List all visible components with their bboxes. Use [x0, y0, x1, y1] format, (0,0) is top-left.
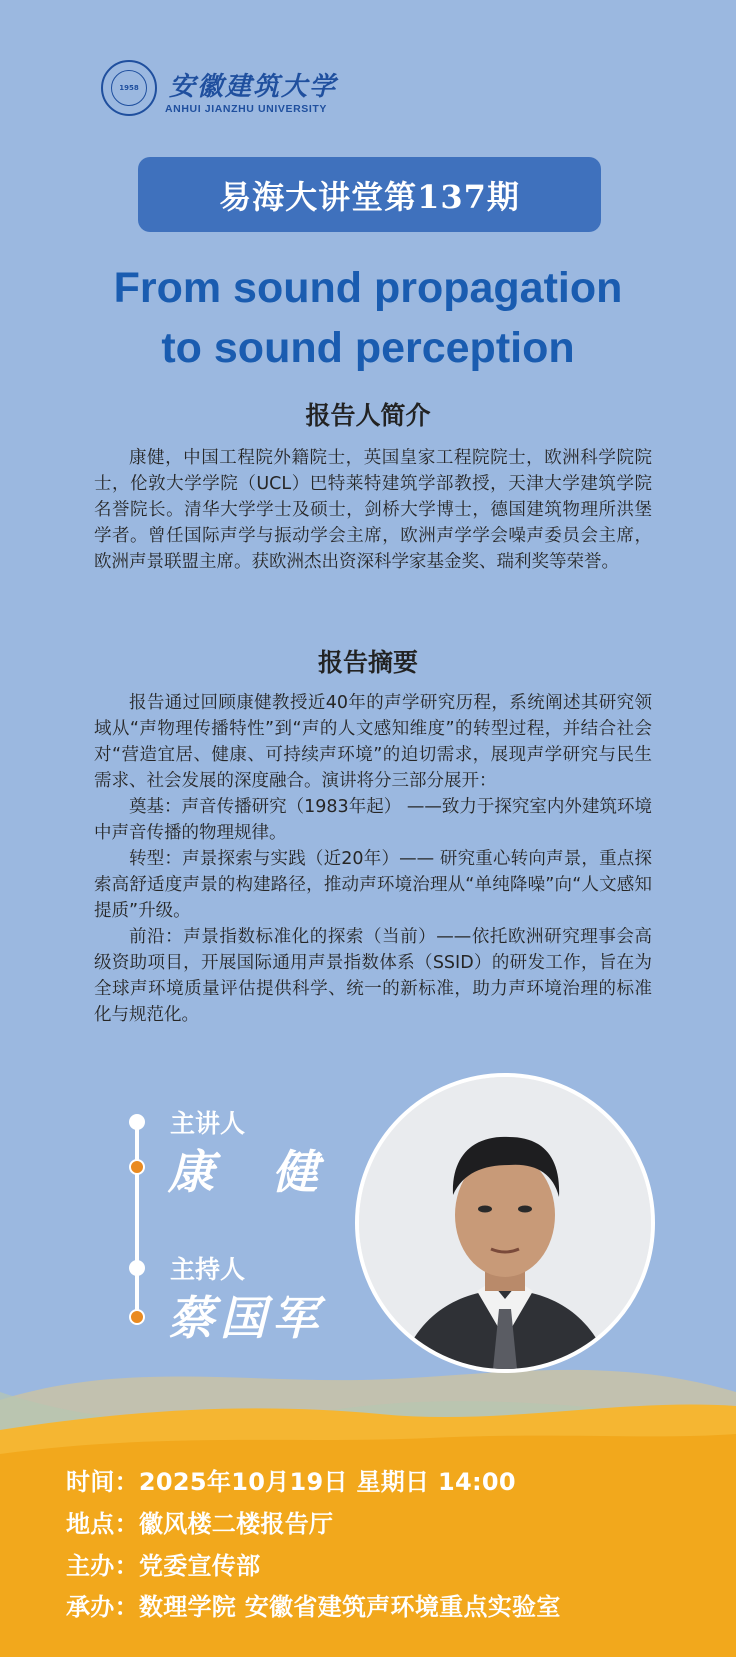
series-banner [138, 157, 601, 232]
abstract-heading: 报告摘要 [317, 648, 418, 677]
bio-heading: 报告人简介 [305, 401, 431, 430]
university-name-en: ANHUI JIANZHU UNIVERSITY [165, 103, 327, 115]
seal-year: 1958 [119, 84, 139, 92]
event-time: 时间：2025年10月19日 星期日 14:00 [66, 1468, 516, 1496]
speaker-portrait [355, 1073, 655, 1373]
talk-title-line1: From sound propagation [113, 264, 623, 312]
abstract-intro: 报告通过回顾康健教授近40年的声学研究历程，系统阐述其研究领域从“声物理传播特性”到“声的人文感知维度”的转型过程，并结合社会对“营造宜居、健康、可持续声环境”的迫切需求，展现声学研究与民生需求、社会发展的深度融合。演讲将分三部分展开： [94, 693, 652, 791]
host-label: 主持人 [170, 1255, 246, 1284]
event-venue: 地点：徽风楼二楼报告厅 [66, 1510, 334, 1538]
university-seal-icon [101, 60, 157, 116]
speaker-label: 主讲人 [170, 1109, 246, 1138]
abstract-part3: 前沿：声景指数标准化的探索（当前）——依托欧洲研究理事会高级资助项目，开展国际通用声景指数体系（SSID）的研发工作，旨在为全球声环境质量评估提供科学、统一的新标准，助力声环境治理的标准化与规范化。 [94, 927, 652, 1025]
timeline-dot [129, 1114, 145, 1130]
event-organizer: 主办：党委宣传部 [66, 1552, 261, 1580]
bio-paragraph: 康健，中国工程院外籍院士，英国皇家工程院院士，欧洲科学院院士，伦敦大学学院（UCL）巴特莱特建筑学部教授，天津大学建筑学院名誉院长。清华大学学士及硕士，剑桥大学博士，德国建筑物理所洪堡学者。曾任国际声学与振动学会主席，欧洲声学学会噪声委员会主席，欧洲声景联盟主席。获欧洲杰出资深科学家基金奖、瑞利奖等荣誉。 [94, 448, 652, 572]
speaker-name: 康 健 [168, 1145, 324, 1199]
bio-text [94, 445, 652, 575]
timeline-dot [129, 1260, 145, 1276]
university-name-cn: 安徽建筑大学 [169, 72, 338, 102]
series-title: 易海大讲堂第137期 [219, 177, 520, 216]
talk-title [40, 258, 696, 378]
abstract-part2: 转型：声景探索与实践（近20年）—— 研究重心转向声景，重点探索高舒适度声景的构建路径，推动声环境治理从“单纯降噪”向“人文感知提质”升级。 [94, 849, 652, 921]
speaker-photo-icon [359, 1077, 651, 1369]
talk-title-line2: to sound perception [161, 324, 575, 372]
timeline-dot [129, 1159, 145, 1175]
abstract-text [94, 690, 652, 1028]
event-co-organizer: 承办：数理学院 安徽省建筑声环境重点实验室 [66, 1593, 561, 1621]
timeline-line [135, 1122, 139, 1317]
timeline-dot [129, 1309, 145, 1325]
host-name: 蔡国军 [168, 1291, 324, 1345]
abstract-part1: 奠基：声音传播研究（1983年起） ——致力于探究室内外建筑环境中声音传播的物理规律。 [94, 797, 652, 843]
